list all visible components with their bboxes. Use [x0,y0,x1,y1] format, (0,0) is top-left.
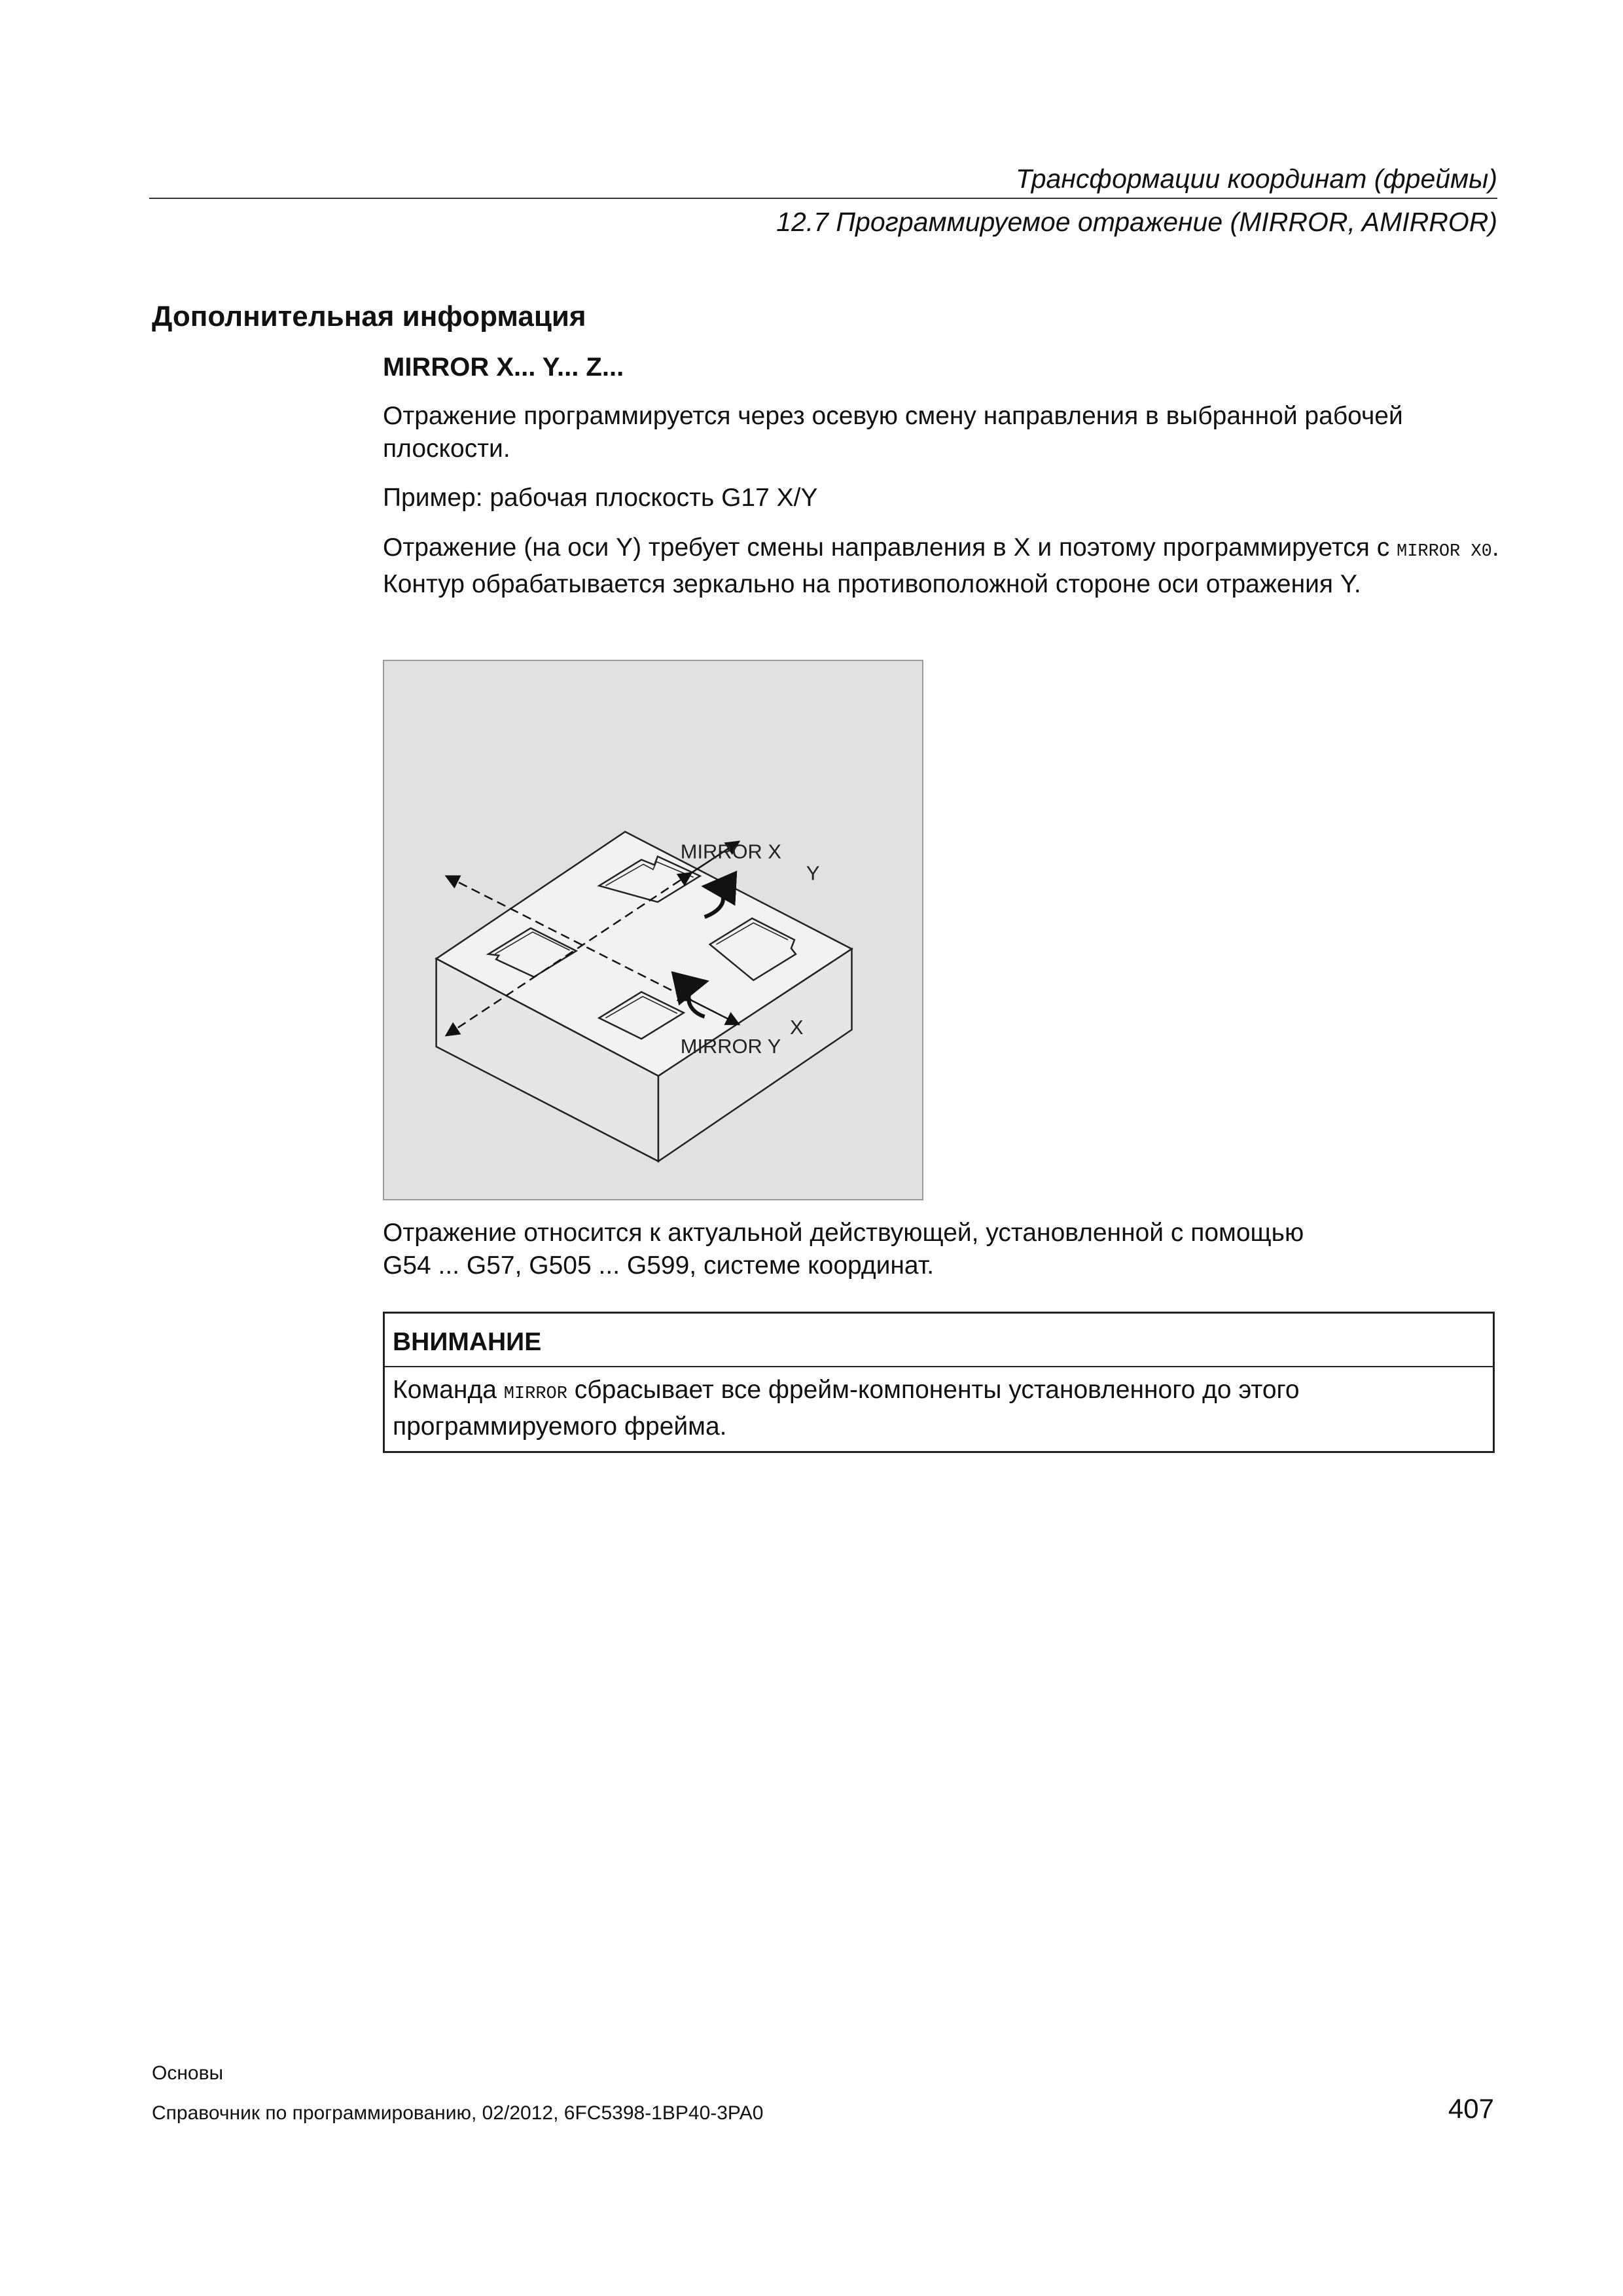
code-mirror-x0: MIRROR X0 [1397,542,1492,562]
p4-line2: G54 ... G57, G505 ... G599, системе координат. [383,1251,935,1280]
p3-text-before: Отражение (на оси Y) требует смены направления в X и поэтому программируется с [383,533,1397,562]
running-header-chapter: Трансформации координат (фреймы) [1016,164,1497,194]
running-header-section: 12.7 Программируемое отражение (MIRROR, AMIRROR) [776,207,1497,237]
footer-doc-info: Справочник по программированию, 02/2012, 6FC5398-1BP40-3PA0 [152,2102,764,2124]
notice-box [383,1312,1495,1453]
paragraph-mirror-description: Отражение программируется через осевую смену направления в выбранной рабочей плоскости. [383,402,1403,463]
syntax-heading: MIRROR X... Y... Z... [383,353,624,382]
notice-text-before: Команда [393,1376,504,1404]
label-mirror-y: MIRROR Y [680,1035,781,1058]
p3-text-after: . Контур обрабатывается зеркально на противоположной стороне оси отражения Y. [383,533,1499,598]
paragraph-mirror-axis [383,531,1508,601]
label-axis-x: X [789,1016,804,1039]
notice-body [385,1367,1493,1451]
mirror-illustration [384,661,922,1199]
paragraph-coordinate-system [383,1217,1508,1282]
notice-text-after: сбрасывает все фрейм-компоненты установленного до этого программируемого фрейма. [393,1376,1300,1441]
mirror-figure [383,660,923,1200]
p4-line1: Отражение относится к актуальной действующей, установленной с помощью [383,1219,1304,1247]
label-axis-y: Y [806,861,820,885]
notice-title: ВНИМАНИЕ [385,1314,1493,1367]
section-heading: Дополнительная информация [152,300,586,332]
paragraph-example: Пример: рабочая плоскость G17 X/Y [383,484,818,512]
footer-doc-title: Основы [152,2062,224,2084]
label-mirror-x: MIRROR X [680,840,781,863]
header-rule [149,198,1497,199]
page-number: 407 [1448,2093,1494,2124]
code-mirror: MIRROR [503,1384,567,1404]
